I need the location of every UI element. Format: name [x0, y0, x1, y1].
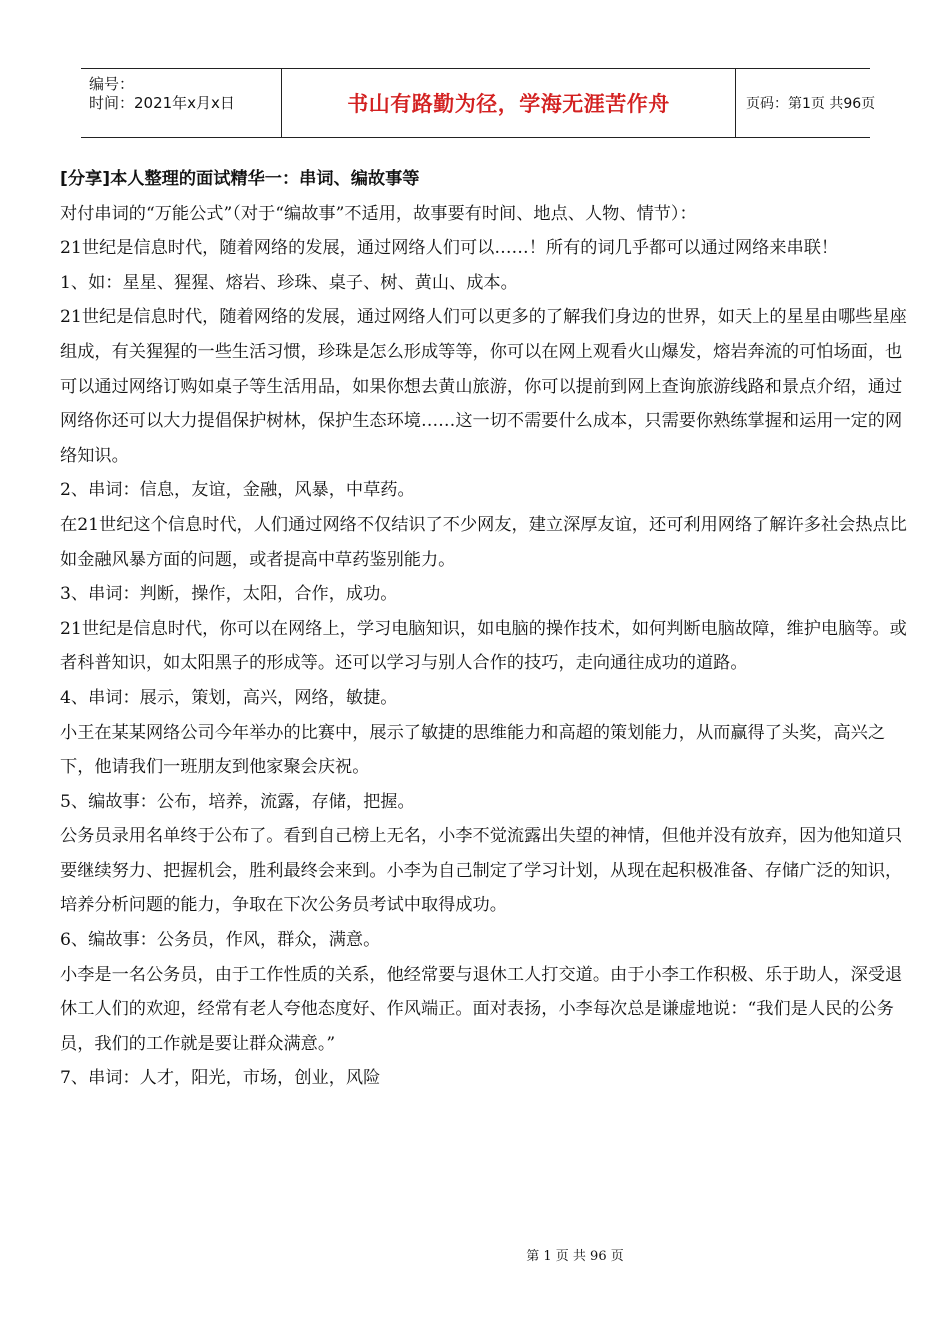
- paragraph: 4、串词：展示，策划，高兴，网络，敏捷。: [60, 687, 398, 708]
- header-left-cell: [81, 69, 281, 137]
- document-date: 时间：2021年x月x日: [89, 94, 235, 112]
- paragraph: 小李是一名公务员，由于工作性质的关系，他经常要与退休工人打交道。由于小李工作积极、乐于助人，深受退休工人们的欢迎，经常有老人夸他态度好、作风端正。面对表扬，小李每次总是谦虚地说：“我们是人民的公务员，我们的工作就是要让群众满意。”: [60, 964, 903, 1054]
- paragraph: 7、串词：人才，阳光，市场，创业，风险: [60, 1068, 381, 1089]
- document-number: 编号：: [89, 75, 135, 93]
- document-title: [分享]本人整理的面试精华一：串词、编故事等: [60, 169, 420, 189]
- paragraph: 小王在某某网络公司今年举办的比赛中，展示了敏捷的思维能力和高超的策划能力，从而赢得了头奖，高兴之下，他请我们一班朋友到他家聚会庆祝。: [60, 722, 886, 778]
- header-page-cell: [736, 69, 876, 137]
- paragraph: 21世纪是信息时代，随着网络的发展，通过网络人们可以更多的了解我们身边的世界，如天上的星星由哪些星座组成，有关猩猩的一些生活习惯，珍珠是怎么形成等等，你可以在网上观看火山爆发，熔岩奔流的可怕场面，也可以通过网络订购如桌子等生活用品，如果你想去黄山旅游，你可以提前到网上查询旅游线路和景点介绍，通过网络你还可以大力提倡保护树林，保护生态环境……这一切不需要什么成本，只需要你熟练掌握和运用一定的网络知识。: [60, 307, 907, 466]
- page-footer: [0, 1245, 950, 1264]
- paragraph: 对付串词的“万能公式”（对于“编故事”不适用，故事要有时间、地点、人物、情节）：: [60, 203, 697, 224]
- paragraph: 21世纪是信息时代，随着网络的发展，通过网络人们可以……！所有的词几乎都可以通过网络来串联！: [60, 238, 839, 259]
- paragraph: 3、串词：判断，操作，太阳，合作，成功。: [60, 584, 398, 605]
- header-motto: 书山有路勤为径，学海无涯苦作舟: [347, 92, 670, 116]
- header-motto-cell: [281, 69, 736, 137]
- header-page-info: 页码：第1页 共96页: [746, 96, 876, 112]
- footer-page-number: 第 1 页 共 96 页: [526, 1249, 624, 1264]
- paragraph: 6、编故事：公务员，作风，群众，满意。: [60, 930, 381, 951]
- paragraph: 5、编故事：公布，培养，流露，存储，把握。: [60, 791, 415, 812]
- document-body: [60, 162, 910, 1096]
- paragraph: 21世纪是信息时代，你可以在网络上，学习电脑知识，如电脑的操作技术，如何判断电脑故障，维护电脑等。或者科普知识，如太阳黑子的形成等。还可以学习与别人合作的技巧，走向通往成功的道路。: [60, 618, 907, 674]
- paragraph: 1、如：星星、猩猩、熔岩、珍珠、桌子、树、黄山、成本。: [60, 272, 518, 293]
- paragraph: 2、串词：信息，友谊，金融，风暴，中草药。: [60, 480, 415, 501]
- paragraph: 在21世纪这个信息时代，人们通过网络不仅结识了不少网友，建立深厚友谊，还可利用网络了解许多社会热点比如金融风暴方面的问题，或者提高中草药鉴别能力。: [60, 514, 907, 570]
- paragraph: 公务员录用名单终于公布了。看到自己榜上无名，小李不觉流露出失望的神情，但他并没有放弃，因为他知道只要继续努力、把握机会，胜利最终会来到。小李为自己制定了学习计划，从现在起积极准备、存储广泛的知识，培养分析问题的能力，争取在下次公务员考试中取得成功。: [60, 826, 903, 916]
- document-header: [81, 68, 876, 138]
